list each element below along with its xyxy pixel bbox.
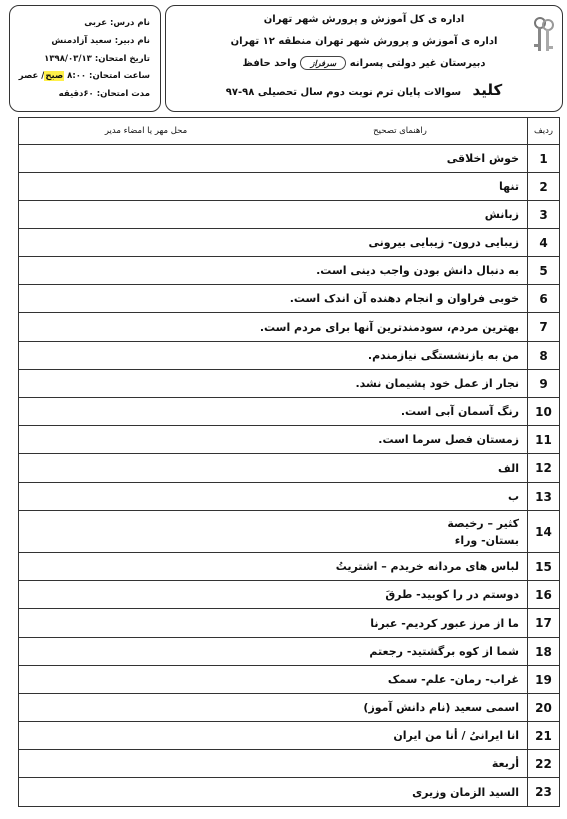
answer-text: غراب- رمان- علم- سمک xyxy=(387,673,519,686)
school-name-line xyxy=(166,56,562,70)
answer-text: السید الزمان وزیری xyxy=(412,785,519,799)
table-row xyxy=(19,229,560,257)
answer-cell xyxy=(19,638,528,666)
answer-text: دوستم در را کوبید- طرقَ xyxy=(385,588,519,601)
table-header-row xyxy=(19,118,560,145)
table-row xyxy=(19,201,560,229)
exam-date-label: تاریخ امتحان: ۱۳۹۸/۰۳/۱۳ xyxy=(44,54,150,64)
table-row xyxy=(19,285,560,313)
answer-cell xyxy=(19,750,528,778)
table-row xyxy=(19,694,560,722)
answer-key-table xyxy=(18,117,560,807)
exam-time-highlight: صبح xyxy=(45,71,64,81)
exam-info-box xyxy=(9,5,161,112)
answer-cell xyxy=(19,609,528,638)
answer-text: ما از مرز عبور کردیم- عبرنا xyxy=(370,616,519,630)
table-row xyxy=(19,511,560,553)
table-row xyxy=(19,398,560,426)
answer-text: به دنبال دانش بودن واجب دینی است. xyxy=(316,264,519,277)
school-info-box xyxy=(165,5,563,112)
row-number: 16 xyxy=(528,581,560,609)
row-number: 14 xyxy=(528,511,560,553)
row-number: 19 xyxy=(528,666,560,694)
answer-cell xyxy=(19,511,528,553)
table-row xyxy=(19,145,560,173)
answer-cell xyxy=(19,145,528,173)
row-number: 22 xyxy=(528,750,560,778)
sign-header-label: محل مهر یا امضاء مدیر xyxy=(104,126,188,136)
school-name-prefix: دبیرستان غیر دولتی پسرانه xyxy=(349,58,486,69)
answer-rows xyxy=(19,145,560,807)
answer-text: لباس های مردانه خریدم – اشتریتُ xyxy=(335,560,519,573)
answer-text: نجار از عمل خود پشیمان نشد. xyxy=(355,377,519,390)
answer-text: تنها xyxy=(498,180,519,193)
header-line-2: اداره ی آموزش و پرورش شهر تهران منطقه ۱۲ تهران xyxy=(230,36,498,47)
answer-cell xyxy=(19,666,528,694)
table-row xyxy=(19,609,560,638)
row-number: 2 xyxy=(528,173,560,201)
exam-title: سوالات پایان ترم نوبت دوم سال تحصیلی ۹۸-۹۷ xyxy=(225,87,462,98)
row-number: 5 xyxy=(528,257,560,285)
row-number: 20 xyxy=(528,694,560,722)
table-row xyxy=(19,313,560,342)
answer-text: انا ایرانیُ / أنا من ایران xyxy=(393,729,519,742)
answer-cell xyxy=(19,722,528,750)
subject-label: نام درس: عربی xyxy=(84,18,150,28)
row-number: 8 xyxy=(528,342,560,370)
answer-text: خوش اخلاقی xyxy=(446,152,519,165)
exam-header xyxy=(5,5,562,112)
row-number: 18 xyxy=(528,638,560,666)
exam-time-label xyxy=(19,71,150,81)
answer-cell xyxy=(19,454,528,483)
table-row xyxy=(19,342,560,370)
row-number: 15 xyxy=(528,553,560,581)
exam-title-line xyxy=(166,81,562,99)
school-name-suffix: واحد حافظ xyxy=(242,58,297,69)
column-header-row-number: ردیف xyxy=(528,118,560,145)
answer-text: من به بازنشستگی نیازمندم. xyxy=(367,349,519,362)
answer-text-line-2: بستان- وراء xyxy=(454,533,519,547)
table-row xyxy=(19,722,560,750)
table-row xyxy=(19,778,560,807)
table-row xyxy=(19,638,560,666)
guide-header-label: راهنمای تصحیح xyxy=(373,126,427,136)
answer-cell xyxy=(19,426,528,454)
answer-text: اسمی سعید (نام دانش آموز) xyxy=(363,701,519,714)
answer-key-label: کلید xyxy=(472,81,503,99)
table-row xyxy=(19,257,560,285)
answer-cell xyxy=(19,257,528,285)
answer-text: خوبی فراوان و انجام دهنده آن اندک است. xyxy=(289,292,519,305)
row-number: 12 xyxy=(528,454,560,483)
answer-cell xyxy=(19,694,528,722)
table-row xyxy=(19,483,560,511)
answer-cell xyxy=(19,313,528,342)
answer-cell xyxy=(19,398,528,426)
answer-cell xyxy=(19,370,528,398)
row-number: 13 xyxy=(528,483,560,511)
table-row xyxy=(19,553,560,581)
exam-time-suffix: / عصر xyxy=(18,71,45,81)
answer-text: شما از کوه برگشتید- رجعتم xyxy=(369,645,519,658)
answer-text: بهترین مردم، سودمندترین آنها برای مردم است. xyxy=(259,320,519,334)
exam-duration-label: مدت امتحان: ۶۰دقیقه xyxy=(58,89,150,99)
answer-text: أربعة xyxy=(491,757,519,770)
exam-time-prefix: ساعت امتحان: ۸:۰۰ xyxy=(67,71,150,81)
answer-cell xyxy=(19,285,528,313)
table-row xyxy=(19,173,560,201)
answer-cell xyxy=(19,229,528,257)
answer-text: الف xyxy=(497,461,519,475)
row-number: 10 xyxy=(528,398,560,426)
table-row xyxy=(19,666,560,694)
table-row xyxy=(19,454,560,483)
answer-text: رنگ آسمان آبی است. xyxy=(400,405,519,418)
table-row xyxy=(19,750,560,778)
row-number: 23 xyxy=(528,778,560,807)
answer-cell xyxy=(19,483,528,511)
answer-text: زبانش xyxy=(484,208,519,221)
teacher-label: نام دبیر: سعید آزادمنش xyxy=(51,36,150,46)
answer-cell xyxy=(19,201,528,229)
row-number: 3 xyxy=(528,201,560,229)
row-number: 21 xyxy=(528,722,560,750)
table-row xyxy=(19,581,560,609)
answer-text: زمستان فصل سرما است. xyxy=(378,433,519,446)
answer-cell xyxy=(19,581,528,609)
row-number: 17 xyxy=(528,609,560,638)
header-line-1: اداره ی کل آموزش و پرورش شهر تهران xyxy=(263,14,465,25)
answer-cell xyxy=(19,553,528,581)
row-number: 1 xyxy=(528,145,560,173)
answer-cell xyxy=(19,173,528,201)
row-number: 9 xyxy=(528,370,560,398)
answer-cell xyxy=(19,778,528,807)
column-header-guide xyxy=(19,118,528,145)
school-logo: سرفراز xyxy=(300,56,346,70)
answer-text: کثیر – رخیصة xyxy=(447,516,519,530)
answer-text: ب xyxy=(507,490,519,503)
row-number: 11 xyxy=(528,426,560,454)
answer-text: زیبایی درون- زیبایی بیرونی xyxy=(368,236,519,249)
table-row xyxy=(19,426,560,454)
answer-cell xyxy=(19,342,528,370)
row-number: 6 xyxy=(528,285,560,313)
row-number: 7 xyxy=(528,313,560,342)
table-row xyxy=(19,370,560,398)
row-number: 4 xyxy=(528,229,560,257)
